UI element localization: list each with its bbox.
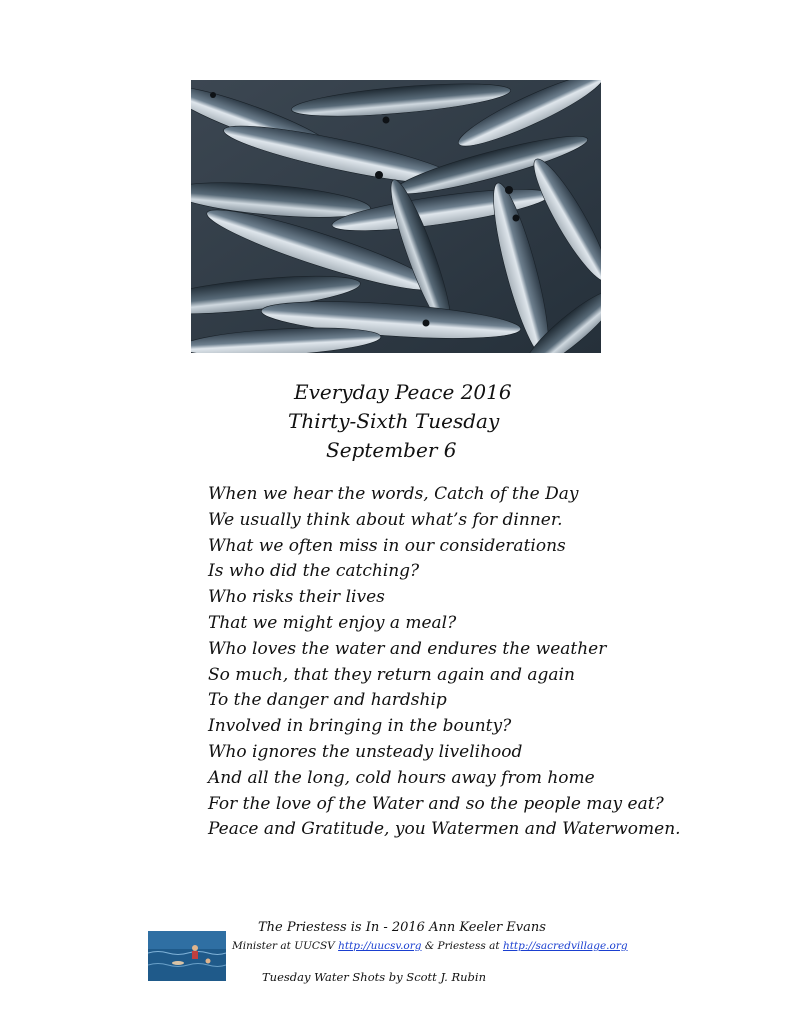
water-shot-thumbnail — [148, 931, 226, 981]
photo-credit-line: Tuesday Water Shots by Scott J. Rubin — [262, 970, 486, 984]
poem-line: So much, that they return again and again — [208, 664, 575, 685]
poem-line: Who loves the water and endures the weather — [208, 638, 607, 659]
poem-line: When we hear the words, Catch of the Day — [208, 484, 579, 504]
title-line-2: Thirty-Sixth Tuesday — [288, 409, 500, 433]
poem-line: For the love of the Water and so the people may eat? — [208, 793, 664, 814]
minister-label: Minister at UUCSV — [232, 940, 335, 952]
fish-photo — [191, 80, 601, 353]
poem-line: That we might enjoy a meal? — [208, 612, 457, 633]
priestess-label: & Priestess at — [424, 940, 500, 952]
title-line-1: Everyday Peace 2016 — [294, 380, 512, 404]
sacred-village-link[interactable]: http://sacredvillage.org — [502, 940, 628, 952]
poem-line: Who ignores the unsteady livelihood — [208, 741, 523, 762]
poem-line: Who risks their lives — [208, 587, 385, 608]
poem-line: What we often miss in our considerations — [208, 535, 566, 556]
title-line-3: September 6 — [326, 438, 457, 462]
poem-line: Is who did the catching? — [208, 561, 420, 582]
footer-credit-line: The Priestess is In - 2016 Ann Keeler Evans — [258, 920, 546, 935]
footer-affiliation-line — [232, 940, 628, 952]
poem-line: To the danger and hardship — [208, 690, 447, 711]
title-block — [280, 378, 540, 465]
poem-line: We usually think about what’s for dinner. — [208, 509, 563, 530]
poem-line: And all the long, cold hours away from home — [208, 767, 595, 788]
poem — [208, 482, 681, 843]
poem-line: Involved in bringing in the bounty? — [208, 716, 512, 737]
poem-line: Peace and Gratitude, you Watermen and Waterwomen. — [208, 819, 681, 840]
uucsv-link[interactable]: http://uucsv.org — [338, 940, 422, 952]
